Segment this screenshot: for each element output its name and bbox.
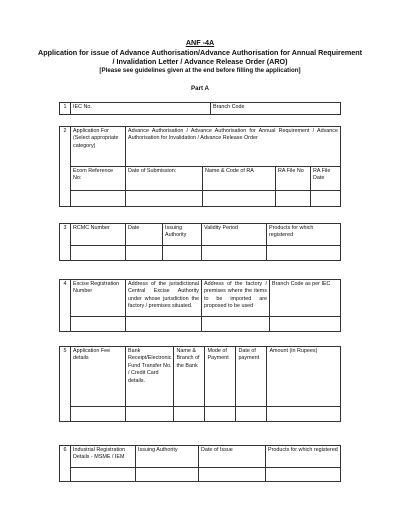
section-2-table [59, 126, 341, 207]
section-4-table [59, 279, 341, 332]
iec-no-field[interactable]: IEC No. [71, 103, 211, 115]
empty-cell[interactable] [126, 246, 163, 261]
form-title-line2: / Invalidation Letter / Advance Release Order (ARO) [112, 57, 288, 66]
empty-cell[interactable] [311, 191, 341, 207]
empty-cell[interactable] [267, 407, 341, 422]
section-number: 4 [60, 280, 71, 332]
form-title [0, 48, 400, 66]
industrial-registration-field[interactable]: Industrial Registration Details - MSME / IEM [71, 446, 136, 468]
empty-cell[interactable] [267, 246, 341, 261]
section-6-table [59, 445, 341, 482]
products-registered-field[interactable]: Products for which registered [266, 446, 341, 468]
empty-cell[interactable] [203, 191, 276, 207]
empty-cell[interactable] [202, 317, 270, 332]
application-for-label: Application For (Select appropriate category) [71, 127, 126, 167]
excise-registration-field[interactable]: Excise Registration Number [71, 280, 126, 317]
section-3-table [59, 223, 341, 261]
section-number: 5 [60, 347, 71, 422]
empty-cell[interactable] [163, 246, 202, 261]
application-for-options[interactable]: Advance Authorisation / Advance Authorisation for Annual Requirement / Advance Authorisation for Invalidation / Advance Release Order [126, 127, 341, 167]
empty-cell[interactable] [71, 246, 126, 261]
empty-cell[interactable] [136, 468, 199, 482]
ra-file-date-field[interactable]: RA File Date [311, 167, 341, 191]
section-number: 2 [60, 127, 71, 207]
factory-address-field[interactable]: Address of the factory / premises where the items to be imported are proposed to be used [202, 280, 270, 317]
section-5-table [59, 346, 341, 422]
issuing-authority-field[interactable]: Issuing Authority [163, 224, 202, 246]
date-of-issue-field[interactable]: Date of Issue [199, 446, 266, 468]
products-registered-field[interactable]: Products for which registered [267, 224, 341, 246]
branch-code-field[interactable]: Branch Code [211, 103, 341, 115]
empty-cell[interactable] [236, 407, 267, 422]
date-of-submission-field[interactable]: Date of Submission: [126, 167, 203, 191]
date-of-payment-field[interactable]: Date of payment [236, 347, 267, 407]
empty-cell[interactable] [270, 317, 341, 332]
empty-cell[interactable] [71, 468, 136, 482]
empty-cell[interactable] [199, 468, 266, 482]
empty-cell[interactable] [71, 407, 126, 422]
branch-code-iec-field[interactable]: Branch Code as per IEC [270, 280, 341, 317]
empty-cell[interactable] [126, 407, 174, 422]
jurisdiction-address-field[interactable]: Address of the jurisdictional Central Excise Authority under whose jurisdiction the factory / premises situated. [126, 280, 202, 317]
empty-cell[interactable] [205, 407, 236, 422]
ra-file-no-field[interactable]: RA File No [276, 167, 311, 191]
section-1-table [59, 102, 341, 115]
validity-period-field[interactable]: Validity Period [202, 224, 267, 246]
name-code-ra-field[interactable]: Name & Code of RA [203, 167, 276, 191]
section-number: 3 [60, 224, 71, 261]
amount-field[interactable]: Amount (in Rupees) [267, 347, 341, 407]
empty-cell[interactable] [266, 468, 341, 482]
rcmc-number-field[interactable]: RCMC Number [71, 224, 126, 246]
rcmc-date-field[interactable]: Date [126, 224, 163, 246]
bank-name-branch-field[interactable]: Name & Branch of the Bank [174, 347, 205, 407]
form-id: ANF -4A [185, 38, 215, 47]
form-title-line1: Application for issue of Advance Authorisation/Advance Authorisation for Annual Requirement [38, 48, 362, 57]
empty-cell[interactable] [202, 246, 267, 261]
part-heading: Part A [191, 85, 209, 92]
empty-cell[interactable] [174, 407, 205, 422]
issuing-authority-field[interactable]: Issuing Authority [136, 446, 199, 468]
empty-cell[interactable] [126, 317, 202, 332]
empty-cell[interactable] [126, 191, 203, 207]
empty-cell[interactable] [71, 191, 126, 207]
guidelines-note: [Please see guidelines given at the end before filling the application] [99, 67, 301, 74]
mode-of-payment-field[interactable]: Mode of Payment [205, 347, 236, 407]
application-fee-label: Application Fee details [71, 347, 126, 407]
empty-cell[interactable] [71, 317, 126, 332]
section-number: 1 [60, 103, 71, 115]
section-number: 6 [60, 446, 71, 482]
empty-cell[interactable] [276, 191, 311, 207]
ecom-reference-field[interactable]: Ecom Reference No: [71, 167, 126, 191]
bank-receipt-field[interactable]: Bank Receipt/Electronic Fund Transfer No. / Credit Card details. [126, 347, 174, 407]
